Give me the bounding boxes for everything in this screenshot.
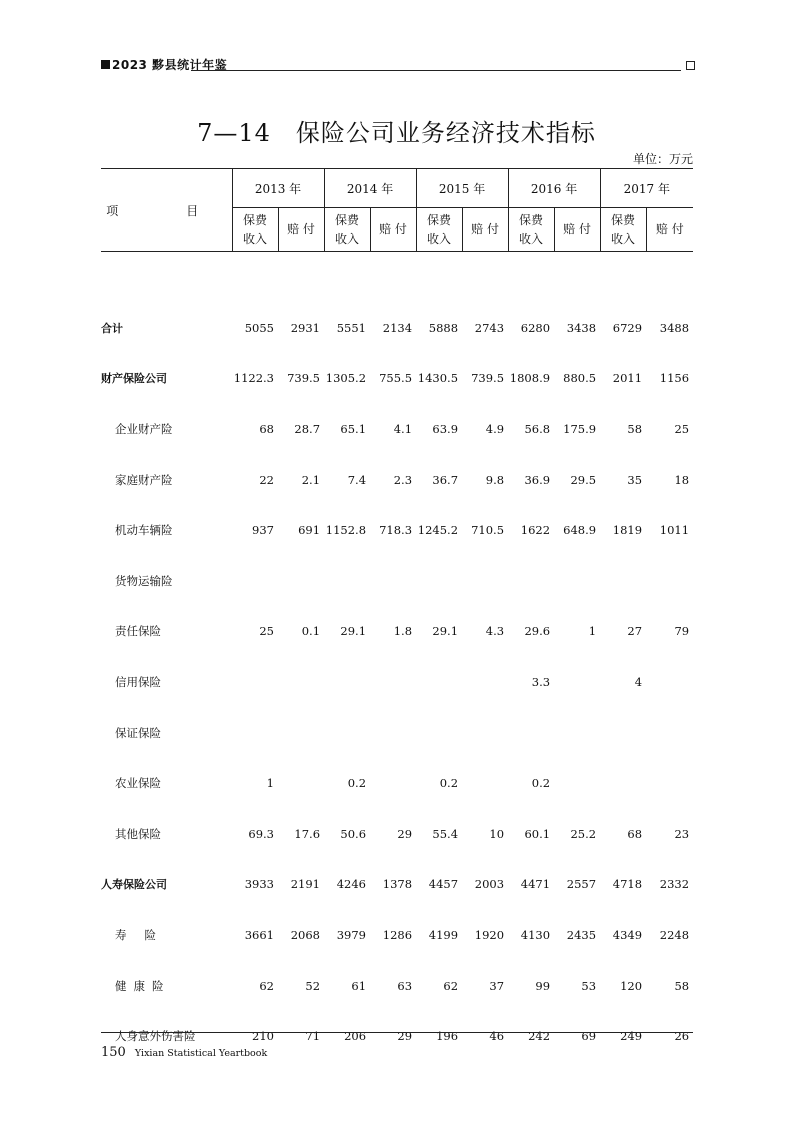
premium-cell: 0.2: [439, 776, 459, 791]
premium-cell: 249: [620, 1029, 643, 1044]
claim-cell: 2.1: [301, 472, 321, 487]
premium-cell: [416, 556, 462, 607]
table-row: [101, 809, 693, 860]
premium-cell: 61: [351, 978, 367, 993]
row-label: 其他保险: [115, 826, 161, 841]
claim-header: [554, 208, 600, 252]
premium-header: [324, 208, 370, 252]
premium-cell: 4718: [612, 877, 643, 892]
premium-cell: 1: [266, 776, 274, 791]
premium-cell: 35: [627, 472, 643, 487]
claim-cell: [554, 657, 600, 708]
year-header: 2014 年: [324, 169, 416, 208]
claim-cell: 25: [674, 422, 690, 437]
premium-cell: 55.4: [432, 826, 459, 841]
footer-book-name: Yixian Statistical Yeartbook: [134, 1048, 268, 1059]
premium-cell: 4457: [428, 877, 459, 892]
row-label: 货物运输险: [115, 573, 173, 588]
premium-cell: 120: [620, 978, 643, 993]
premium-cell: 206: [344, 1029, 367, 1044]
premium-header-label: 保费 收入: [427, 212, 452, 246]
claim-cell: 71: [305, 1029, 321, 1044]
premium-cell: 68: [259, 422, 274, 437]
claim-header: [646, 208, 693, 252]
claim-cell: 37: [489, 978, 505, 993]
claim-cell: 58: [674, 978, 690, 993]
row-label: 信用保险: [115, 675, 161, 690]
row-label: 合计: [101, 321, 123, 335]
premium-cell: [508, 707, 554, 758]
premium-cell: 5888: [428, 320, 459, 335]
claim-cell: 1.8: [393, 624, 413, 639]
premium-cell: 0.2: [347, 776, 367, 791]
premium-cell: 4246: [336, 877, 367, 892]
insurance-table: [101, 168, 693, 1062]
claim-cell: 1011: [659, 523, 690, 538]
claim-cell: [278, 758, 324, 809]
claim-cell: 28.7: [294, 422, 321, 437]
claim-cell: 2.3: [393, 472, 413, 487]
premium-cell: [324, 657, 370, 708]
claim-cell: 0.1: [301, 624, 321, 639]
premium-header-label: 保费 收入: [519, 212, 544, 246]
claim-header-label: 赔 付: [379, 222, 407, 236]
claim-cell: 718.3: [379, 523, 413, 538]
claim-cell: 17.6: [294, 826, 321, 841]
claim-cell: 3438: [566, 320, 597, 335]
header-rule: [191, 70, 681, 71]
page-title: 7—14 保险公司业务经济技术指标: [197, 119, 596, 147]
premium-cell: 4471: [520, 877, 551, 892]
page-footer: [101, 1041, 267, 1060]
row-label: 机动车辆险: [115, 523, 173, 538]
premium-cell: 25: [259, 624, 274, 639]
claim-cell: [554, 758, 600, 809]
premium-cell: 1622: [520, 523, 551, 538]
premium-cell: 36.7: [432, 472, 459, 487]
premium-header: [600, 208, 646, 252]
premium-cell: [600, 707, 646, 758]
claim-cell: 648.9: [563, 523, 597, 538]
claim-cell: [370, 556, 416, 607]
claim-cell: 29: [397, 1029, 413, 1044]
premium-cell: 6729: [612, 320, 643, 335]
item-column-header: 项 目: [101, 169, 232, 252]
premium-cell: 1430.5: [417, 371, 459, 386]
premium-cell: [232, 657, 278, 708]
claim-cell: 2743: [474, 320, 505, 335]
claim-cell: 29.5: [570, 472, 597, 487]
premium-cell: 63.9: [432, 422, 459, 437]
claim-cell: [370, 657, 416, 708]
premium-header-label: 保费 收入: [242, 212, 267, 246]
claim-cell: 3488: [659, 320, 690, 335]
claim-cell: 63: [397, 978, 413, 993]
unit-label: 单位：万元: [632, 152, 693, 166]
premium-cell: 4349: [612, 928, 643, 943]
premium-cell: 68: [627, 826, 643, 841]
claim-cell: 1920: [474, 928, 505, 943]
row-label: 寿险: [115, 928, 174, 943]
claim-cell: 2435: [566, 928, 597, 943]
claim-cell: [278, 707, 324, 758]
claim-header: [370, 208, 416, 252]
claim-cell: 1378: [382, 877, 413, 892]
claim-cell: [554, 707, 600, 758]
premium-cell: 2011: [612, 371, 643, 386]
row-label: 健康险: [115, 978, 171, 993]
claim-cell: [278, 556, 324, 607]
premium-header-label: 保费 收入: [335, 212, 360, 246]
claim-cell: 53: [581, 978, 597, 993]
premium-cell: 196: [436, 1029, 459, 1044]
table-bottom-rule: [101, 1032, 693, 1033]
claim-cell: [646, 657, 693, 708]
claim-cell: 79: [674, 624, 690, 639]
premium-cell: 50.6: [340, 826, 367, 841]
claim-cell: [370, 758, 416, 809]
premium-cell: 937: [252, 523, 274, 538]
premium-cell: 1808.9: [509, 371, 551, 386]
claim-cell: [646, 758, 693, 809]
premium-cell: 29.6: [524, 624, 551, 639]
premium-cell: 1152.8: [325, 523, 367, 538]
table-body: [101, 252, 693, 1062]
premium-cell: 0.2: [531, 776, 551, 791]
table-row: [101, 657, 693, 708]
claim-header-label: 赔 付: [563, 222, 591, 236]
spacer-cell: [101, 252, 693, 303]
premium-cell: 69.3: [248, 826, 274, 841]
claim-header-label: 赔 付: [287, 222, 315, 236]
premium-cell: 242: [528, 1029, 551, 1044]
premium-cell: [600, 758, 646, 809]
claim-cell: 1: [588, 624, 597, 639]
row-label: 财产保险公司: [101, 372, 167, 386]
claim-cell: 2134: [382, 320, 413, 335]
table-row: [101, 404, 693, 455]
claim-cell: 1286: [382, 928, 413, 943]
claim-cell: 46: [489, 1029, 505, 1044]
premium-cell: 65.1: [340, 422, 367, 437]
claim-cell: [462, 707, 508, 758]
claim-cell: [462, 556, 508, 607]
premium-header: [232, 208, 278, 252]
table-row: [101, 303, 693, 354]
claim-cell: 4.3: [485, 624, 505, 639]
table-row: [101, 758, 693, 809]
premium-cell: 5551: [336, 320, 367, 335]
claim-cell: 18: [674, 472, 690, 487]
claim-cell: 69: [581, 1029, 597, 1044]
claim-cell: [462, 657, 508, 708]
premium-cell: [600, 556, 646, 607]
premium-cell: 3979: [336, 928, 367, 943]
table-spacer-row: [101, 252, 693, 303]
claim-cell: [646, 556, 693, 607]
table-row: [101, 859, 693, 910]
header-square-marker: [101, 60, 110, 69]
year-header: 2016 年: [508, 169, 600, 208]
claim-cell: 10: [489, 826, 505, 841]
row-label: 家庭财产险: [115, 472, 173, 487]
claim-cell: 52: [305, 978, 321, 993]
claim-cell: [278, 657, 324, 708]
claim-cell: 25.2: [570, 826, 597, 841]
premium-cell: [508, 556, 554, 607]
premium-cell: [324, 707, 370, 758]
claim-header: [278, 208, 324, 252]
year-header: 2013 年: [232, 169, 324, 208]
premium-cell: 4: [634, 675, 643, 690]
premium-cell: 62: [259, 978, 274, 993]
premium-cell: 3.3: [531, 675, 551, 690]
claim-cell: 691: [298, 523, 321, 538]
claim-cell: 739.5: [471, 371, 505, 386]
claim-header-label: 赔 付: [655, 222, 684, 236]
header-box-marker: [686, 61, 695, 70]
premium-header: [416, 208, 462, 252]
premium-cell: 62: [443, 978, 459, 993]
premium-cell: [232, 556, 278, 607]
claim-cell: [554, 556, 600, 607]
running-header: [101, 58, 695, 74]
premium-cell: 29.1: [432, 624, 459, 639]
claim-cell: 880.5: [563, 371, 597, 386]
row-label: 企业财产险: [115, 422, 173, 437]
premium-cell: 29.1: [340, 624, 367, 639]
premium-cell: 99: [535, 978, 551, 993]
table-row: [101, 454, 693, 505]
premium-cell: 58: [627, 422, 643, 437]
claim-cell: 755.5: [379, 371, 413, 386]
claim-cell: 2332: [659, 877, 690, 892]
claim-cell: [646, 707, 693, 758]
premium-cell: 3933: [244, 877, 274, 892]
premium-header-label: 保费 收入: [611, 212, 636, 246]
row-label: 人寿保险公司: [101, 878, 167, 892]
claim-cell: 23: [674, 826, 690, 841]
premium-cell: 5055: [244, 320, 274, 335]
claim-cell: 710.5: [471, 523, 505, 538]
premium-cell: 210: [252, 1029, 274, 1044]
premium-cell: 4199: [428, 928, 459, 943]
row-label: 保证保险: [115, 725, 161, 740]
premium-cell: 6280: [520, 320, 551, 335]
premium-cell: 4130: [520, 928, 551, 943]
claim-header-label: 赔 付: [471, 222, 499, 236]
claim-cell: 2068: [290, 928, 321, 943]
premium-cell: 1305.2: [325, 371, 367, 386]
claim-cell: 175.9: [563, 422, 597, 437]
premium-header: [508, 208, 554, 252]
claim-cell: 2191: [290, 877, 321, 892]
table-row: [101, 556, 693, 607]
table-row: [101, 606, 693, 657]
premium-cell: 27: [627, 624, 643, 639]
claim-cell: 2248: [659, 928, 690, 943]
claim-cell: 26: [674, 1029, 690, 1044]
row-label: 人身意外伤害险: [115, 1029, 196, 1044]
row-label: 责任保险: [115, 624, 161, 639]
table-row: [101, 505, 693, 556]
claim-cell: 739.5: [287, 371, 321, 386]
premium-cell: 1245.2: [417, 523, 459, 538]
claim-cell: [462, 758, 508, 809]
claim-cell: 2557: [566, 877, 597, 892]
premium-cell: [416, 707, 462, 758]
claim-header: [462, 208, 508, 252]
premium-cell: 60.1: [524, 826, 551, 841]
table-row: [101, 353, 693, 404]
year-header: 2015 年: [416, 169, 508, 208]
premium-cell: 22: [259, 472, 274, 487]
claim-cell: 4.9: [485, 422, 505, 437]
table-row: [101, 910, 693, 961]
premium-cell: 7.4: [347, 472, 367, 487]
claim-cell: 9.8: [485, 472, 505, 487]
claim-cell: 2931: [290, 320, 321, 335]
row-label: 农业保险: [115, 776, 161, 791]
premium-cell: 3661: [244, 928, 274, 943]
year-header: 2017 年: [600, 169, 693, 208]
page-number: 150: [101, 1045, 126, 1060]
table-row: [101, 707, 693, 758]
table-row: [101, 960, 693, 1011]
premium-cell: [232, 707, 278, 758]
premium-cell: [324, 556, 370, 607]
claim-cell: 4.1: [393, 422, 413, 437]
claim-cell: [370, 707, 416, 758]
premium-cell: [416, 657, 462, 708]
claim-cell: 1156: [659, 371, 690, 386]
premium-cell: 56.8: [524, 422, 551, 437]
header-book-title: 2023 黟县统计年鉴: [112, 58, 228, 72]
premium-cell: 36.9: [524, 472, 551, 487]
claim-cell: 2003: [474, 877, 505, 892]
claim-cell: 29: [397, 826, 413, 841]
premium-cell: 1819: [612, 523, 643, 538]
premium-cell: 1122.3: [233, 371, 274, 386]
